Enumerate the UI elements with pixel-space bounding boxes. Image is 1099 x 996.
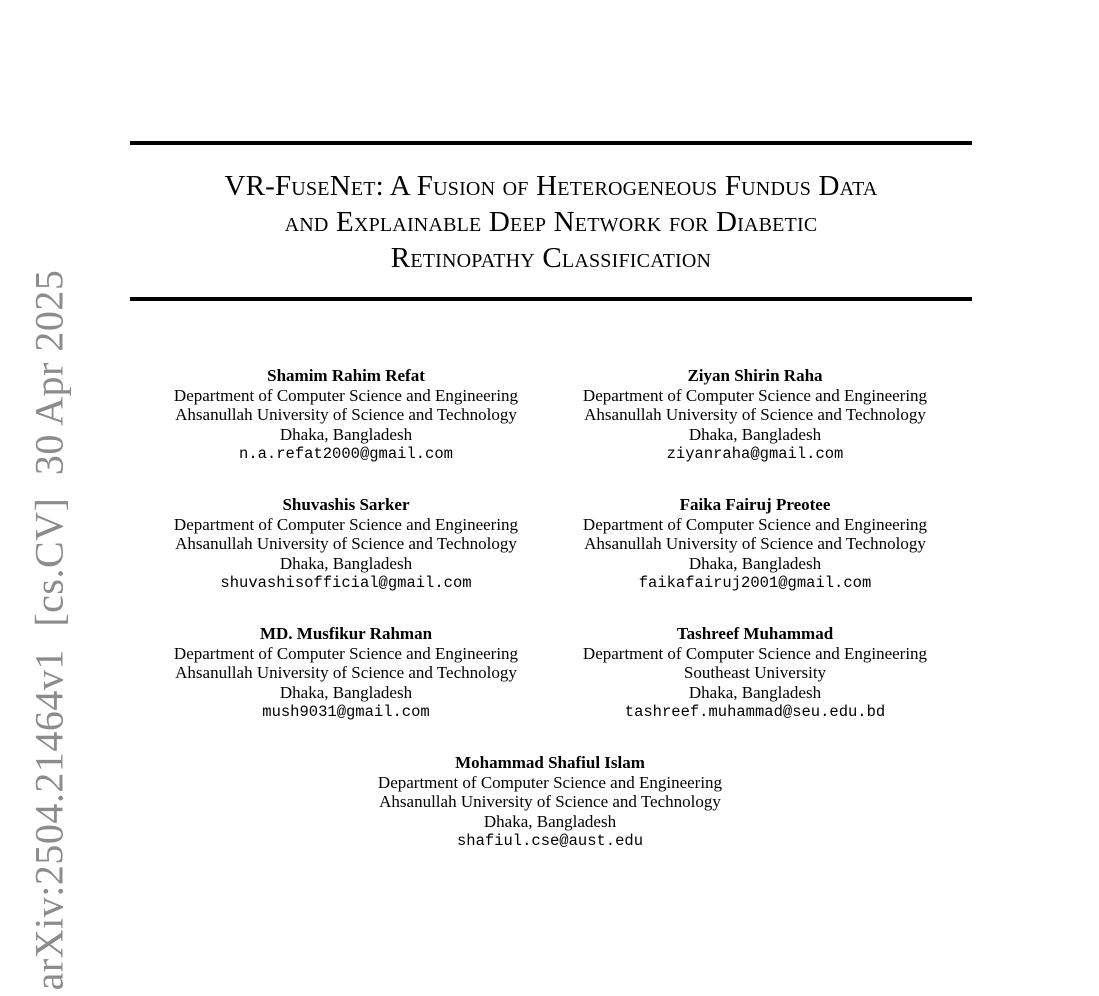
author-university: Ahsanullah University of Science and Technology	[379, 792, 721, 812]
arxiv-stamp	[26, 264, 73, 996]
author-university: Ahsanullah University of Science and Technology	[175, 663, 517, 683]
arxiv-id: arXiv:2504.21464v1	[26, 649, 72, 991]
author-location: Dhaka, Bangladesh	[688, 424, 822, 444]
author-block-3	[136, 495, 556, 593]
author-department: Department of Computer Science and Engineering	[582, 643, 928, 663]
paper-title	[130, 168, 972, 276]
title-line-2: and Explainable Deep Network for Diabetic	[284, 206, 818, 238]
title-line-3: Retinopathy Classification	[390, 242, 712, 274]
author-name: Faika Fairuj Preotee	[679, 495, 831, 514]
author-university: Southeast University	[683, 663, 827, 683]
author-location: Dhaka, Bangladesh	[279, 553, 413, 573]
author-email[interactable]: mush9031@gmail.com	[262, 703, 430, 722]
author-block-7	[340, 753, 760, 851]
author-email[interactable]: ziyanraha@gmail.com	[666, 445, 844, 464]
author-email[interactable]: faikafairuj2001@gmail.com	[638, 574, 872, 593]
title-bottom-rule	[130, 297, 972, 301]
author-block-5	[136, 624, 556, 722]
author-department: Department of Computer Science and Engineering	[173, 643, 519, 663]
author-university: Ahsanullah University of Science and Technology	[175, 534, 517, 554]
author-location: Dhaka, Bangladesh	[279, 424, 413, 444]
author-name: Shuvashis Sarker	[282, 495, 410, 514]
author-name: Mohammad Shafiul Islam	[455, 753, 645, 772]
author-block-1	[136, 366, 556, 464]
author-email[interactable]: n.a.refat2000@gmail.com	[239, 445, 453, 464]
author-email[interactable]: tashreef.muhammad@seu.edu.bd	[624, 703, 886, 722]
author-name: MD. Musfikur Rahman	[259, 624, 433, 643]
author-location: Dhaka, Bangladesh	[688, 682, 822, 702]
author-department: Department of Computer Science and Engineering	[173, 385, 519, 405]
author-university: Ahsanullah University of Science and Technology	[584, 534, 926, 554]
title-line-1: VR-FuseNet: A Fusion of Heterogeneous Fundus Data	[224, 170, 878, 202]
author-location: Dhaka, Bangladesh	[279, 682, 413, 702]
author-name: Tashreef Muhammad	[676, 624, 834, 643]
author-department: Department of Computer Science and Engineering	[377, 772, 723, 792]
author-email[interactable]: shuvashisofficial@gmail.com	[220, 574, 472, 593]
author-block-2	[545, 366, 965, 464]
author-name: Ziyan Shirin Raha	[687, 366, 823, 385]
author-block-4	[545, 495, 965, 593]
author-department: Department of Computer Science and Engineering	[582, 514, 928, 534]
author-university: Ahsanullah University of Science and Technology	[584, 405, 926, 425]
author-department: Department of Computer Science and Engineering	[582, 385, 928, 405]
author-location: Dhaka, Bangladesh	[688, 553, 822, 573]
author-block-6	[545, 624, 965, 722]
title-top-rule	[130, 141, 972, 145]
author-department: Department of Computer Science and Engineering	[173, 514, 519, 534]
arxiv-category: [cs.CV]	[26, 497, 72, 627]
arxiv-date: 30 Apr 2025	[26, 269, 72, 476]
author-location: Dhaka, Bangladesh	[483, 811, 617, 831]
author-name: Shamim Rahim Refat	[267, 366, 425, 385]
author-email[interactable]: shafiul.cse@aust.edu	[456, 832, 644, 851]
author-university: Ahsanullah University of Science and Technology	[175, 405, 517, 425]
